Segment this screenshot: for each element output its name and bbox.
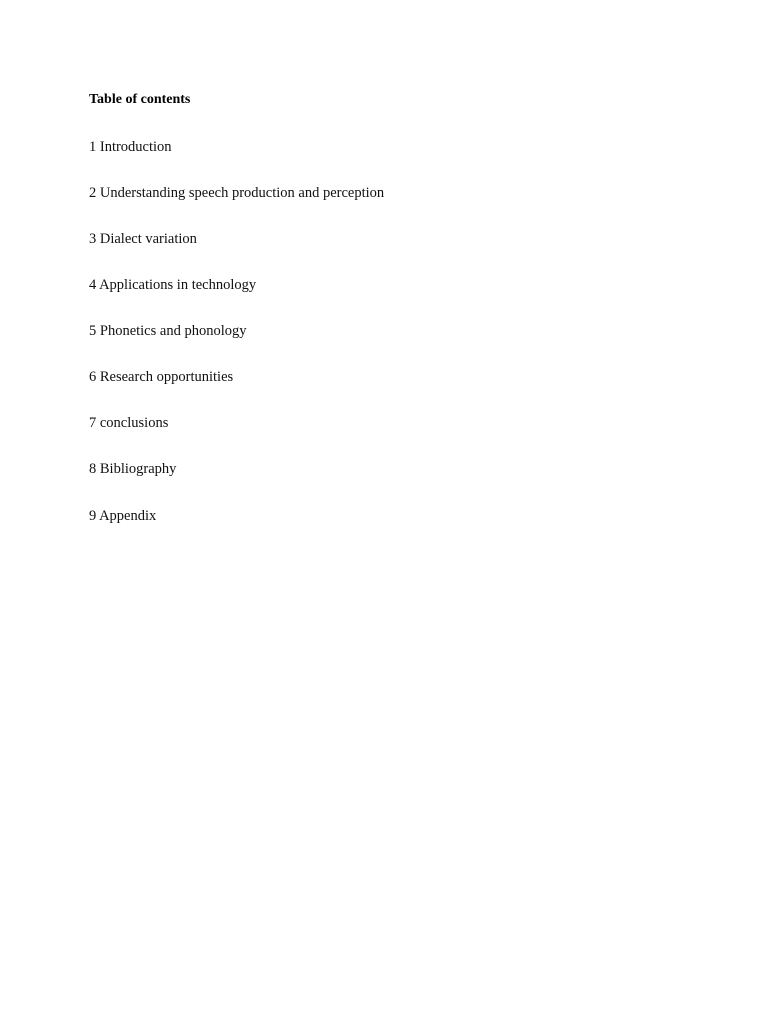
toc-item-speech-production: 2 Understanding speech production and perception: [89, 185, 385, 201]
toc-item-applications: 4 Applications in technology: [89, 277, 257, 293]
toc-item-bibliography: 8 Bibliography: [89, 461, 177, 477]
toc-item-phonetics: 5 Phonetics and phonology: [89, 323, 247, 339]
toc-item-conclusions: 7 conclusions: [89, 415, 169, 431]
toc-item-introduction: 1 Introduction: [89, 139, 172, 155]
toc-item-research: 6 Research opportunities: [89, 369, 234, 385]
toc-item-appendix: 9 Appendix: [89, 508, 157, 524]
toc-heading: Table of contents: [89, 92, 191, 107]
toc-item-dialect-variation: 3 Dialect variation: [89, 231, 197, 247]
